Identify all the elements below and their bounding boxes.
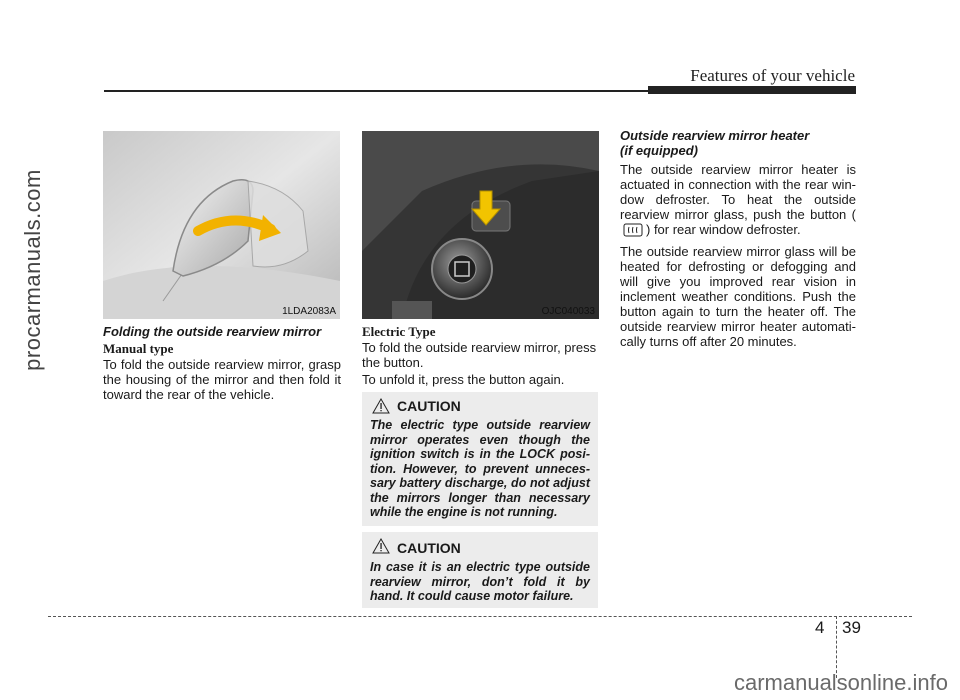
mirror-fold-drawing xyxy=(103,131,340,319)
left-column xyxy=(103,324,341,402)
footer-dashed-rule xyxy=(48,616,912,617)
heater-body-1 xyxy=(620,162,856,240)
mirror-fold-illustration xyxy=(103,131,340,319)
caution-box-1 xyxy=(362,392,598,526)
heater-heading-equipped: (if equipped) xyxy=(620,143,698,158)
caution-title-2: CAUTION xyxy=(397,540,461,556)
section-heading-folding: Folding the outside rearview mirror xyxy=(103,324,322,339)
header-tab xyxy=(648,86,856,94)
header-title: Features of your vehicle xyxy=(690,66,855,85)
heater-body-1-start: The outside rearview mirror heater is actuated in connection with the rear win-dow defroster. To heat the outside rearview mirror glass, push the button ( xyxy=(620,162,856,222)
image-code-middle: OJC040033 xyxy=(541,306,595,317)
caution-box-2 xyxy=(362,532,598,608)
heater-body-2: The outside rearview mirror glass will be heated for defrosting or defogging and will give you improved rear vision in inclement weather conditions. Push the button again to turn the heater off. The outside rearview mirror heater automati-cally turns off after 20 minutes. xyxy=(620,244,856,349)
heater-body-1-end: ) for rear window defroster. xyxy=(646,222,801,237)
heater-heading: Outside rearview mirror heater xyxy=(620,128,810,143)
bottom-watermark: carmanualsonline.info xyxy=(733,670,948,695)
caution-text-1: The electric type outside rearview mirror operates even though the ignition switch is in the LOCK posi-tion. However, to prevent unneces-sary battery discharge, do not adjust the mirrors longer than necessary while the engine is not running. xyxy=(370,418,590,519)
chapter-number: 4 xyxy=(815,618,825,637)
image-code-left: 1LDA2083A xyxy=(282,306,336,317)
door-switch-drawing xyxy=(362,131,599,319)
subheading-manual-type: Manual type xyxy=(103,341,174,356)
right-column xyxy=(620,128,856,349)
electric-switch-illustration xyxy=(362,131,599,319)
electric-type-body-2: To unfold it, press the button again. xyxy=(362,372,565,387)
subheading-electric-type: Electric Type xyxy=(362,324,436,339)
warning-triangle-icon xyxy=(372,398,390,414)
warning-triangle-icon xyxy=(372,538,390,554)
rear-defroster-icon xyxy=(623,223,643,240)
middle-column xyxy=(362,324,600,387)
side-watermark: procarmanuals.com xyxy=(20,169,45,371)
caution-title-1: CAUTION xyxy=(397,398,461,414)
caution-text-2: In case it is an electric type outside rearview mirror, don’t fold it by hand. It could cause motor failure. xyxy=(370,560,590,603)
page-number: 39 xyxy=(842,618,861,637)
manual-type-body: To fold the outside rearview mirror, grasp the housing of the mirror and then fold it toward the rear of the vehicle. xyxy=(103,357,341,402)
footer-dashed-divider xyxy=(836,616,837,678)
electric-type-body-1: To fold the outside rearview mirror, press the button. xyxy=(362,340,597,370)
